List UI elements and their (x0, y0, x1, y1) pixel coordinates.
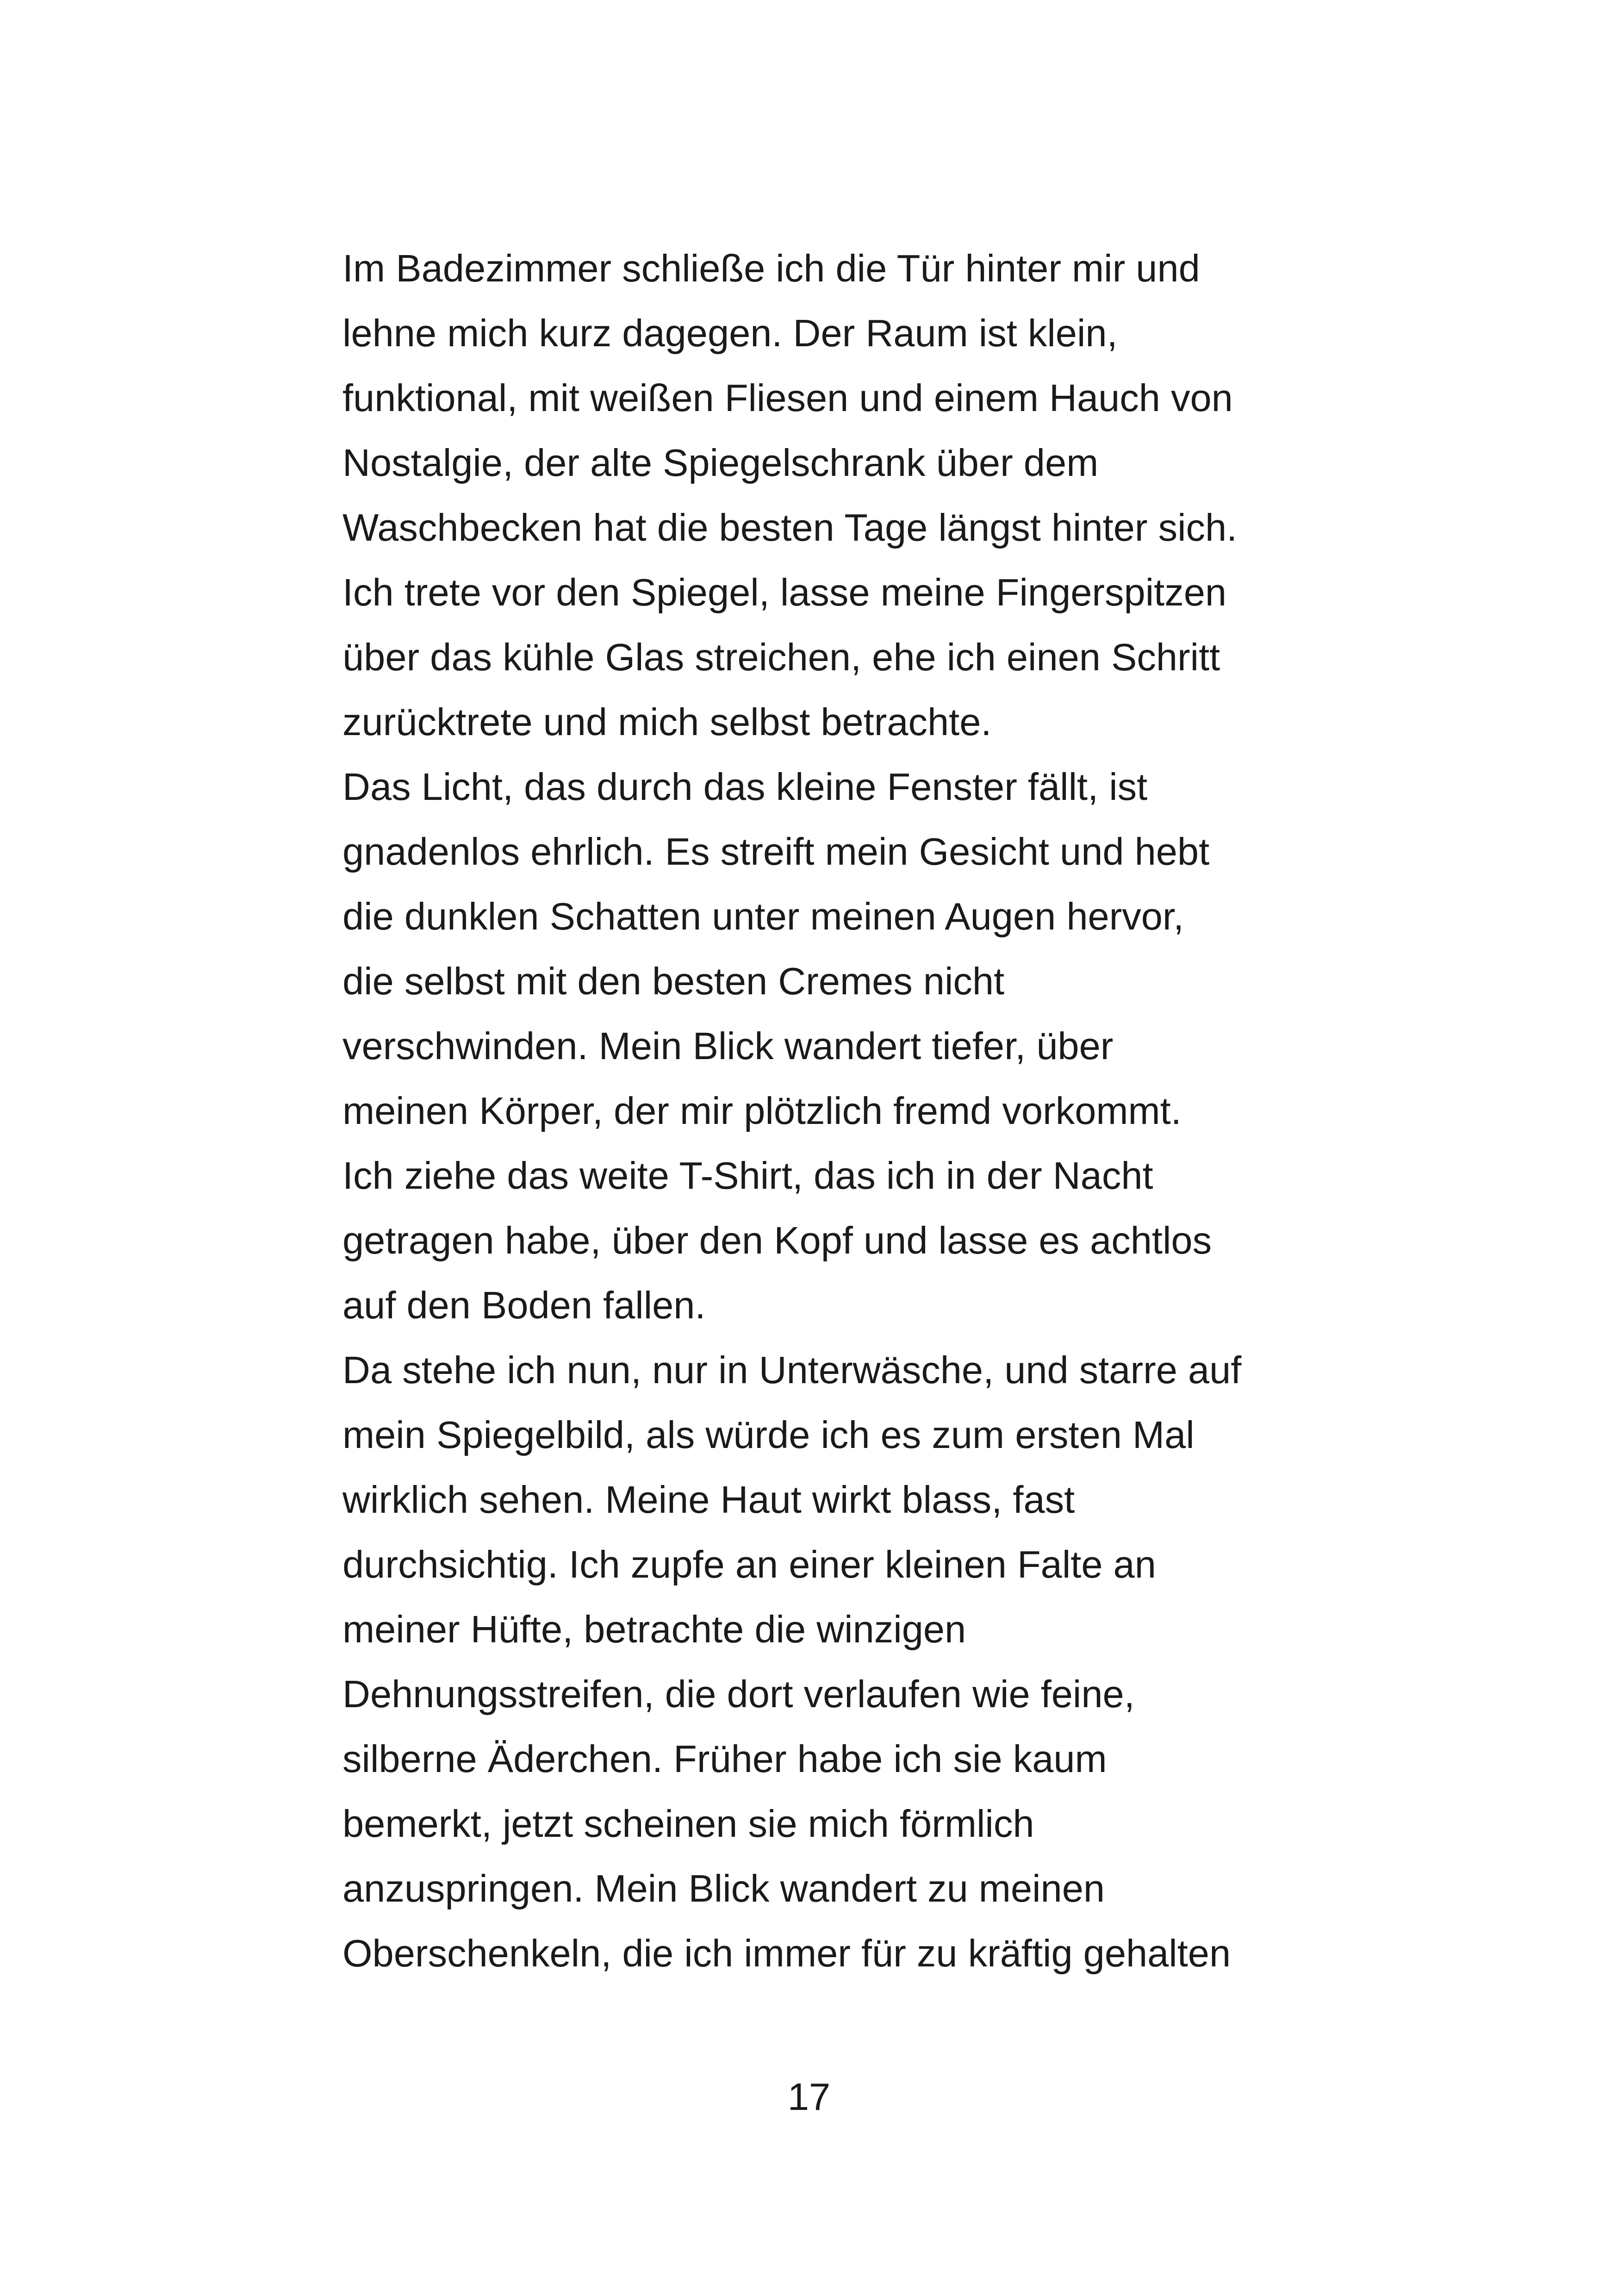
text-line: durchsichtig. Ich zupfe an einer kleinen Falte an (342, 1543, 1156, 1586)
text-line: silberne Äderchen. Früher habe ich sie kaum (342, 1737, 1107, 1780)
text-line: Im Badezimmer schließe ich die Tür hinter mir und (342, 247, 1200, 290)
page-number: 17 (787, 2075, 831, 2118)
text-line: Das Licht, das durch das kleine Fenster fällt, ist (342, 765, 1148, 808)
text-line: bemerkt, jetzt scheinen sie mich förmlich (342, 1802, 1034, 1845)
text-line: Ich ziehe das weite T-Shirt, das ich in der Nacht (342, 1154, 1153, 1197)
text-line: wirklich sehen. Meine Haut wirkt blass, fast (342, 1478, 1075, 1521)
text-line: über das kühle Glas streichen, ehe ich einen Schritt (342, 636, 1220, 679)
text-line: Da stehe ich nun, nur in Unterwäsche, und starre auf (342, 1348, 1242, 1391)
text-line: gnadenlos ehrlich. Es streift mein Gesicht und hebt (342, 830, 1210, 873)
text-line: getragen habe, über den Kopf und lasse es achtlos (342, 1219, 1212, 1262)
text-line: anzuspringen. Mein Blick wandert zu meinen (342, 1867, 1105, 1910)
text-line: mein Spiegelbild, als würde ich es zum ersten Mal (342, 1413, 1195, 1456)
text-line: Ich trete vor den Spiegel, lasse meine Fingerspitzen (342, 571, 1227, 614)
body-text (342, 236, 1351, 1986)
text-line: meiner Hüfte, betrachte die winzigen (342, 1608, 966, 1651)
text-line: die selbst mit den besten Cremes nicht (342, 960, 1005, 1003)
text-line: lehne mich kurz dagegen. Der Raum ist klein, (342, 312, 1118, 355)
text-line: funktional, mit weißen Fliesen und einem Hauch von (342, 376, 1233, 419)
text-line: verschwinden. Mein Blick wandert tiefer, über (342, 1024, 1114, 1067)
text-line: Dehnungsstreifen, die dort verlaufen wie feine, (342, 1672, 1135, 1716)
text-line: zurücktrete und mich selbst betrachte. (342, 700, 992, 743)
text-line: auf den Boden fallen. (342, 1284, 706, 1327)
text-line: Waschbecken hat die besten Tage längst hinter sich. (342, 506, 1238, 549)
text-line: Oberschenkeln, die ich immer für zu kräftig gehalten (342, 1932, 1231, 1975)
text-line: Nostalgie, der alte Spiegelschrank über dem (342, 441, 1099, 484)
text-line: meinen Körper, der mir plötzlich fremd vorkommt. (342, 1089, 1182, 1132)
text-line: die dunklen Schatten unter meinen Augen hervor, (342, 895, 1184, 938)
